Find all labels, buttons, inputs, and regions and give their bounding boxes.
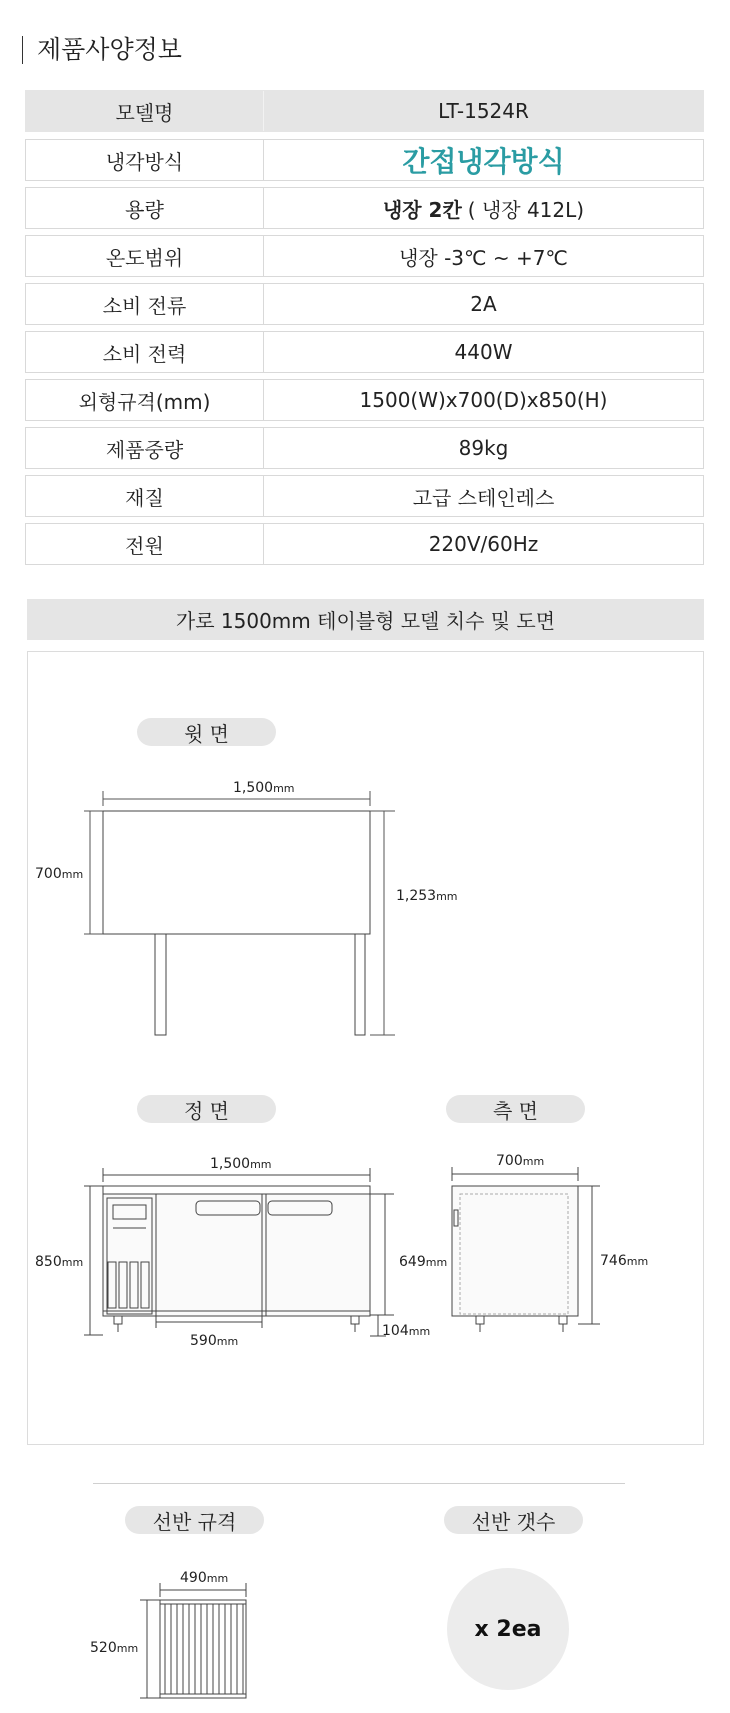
top-depth-dimension: 700mm <box>35 866 84 882</box>
spec-label: 소비 전력 <box>26 332 264 372</box>
top-height-dimension: 1,253mm <box>396 888 458 904</box>
spec-value: 440W <box>454 340 513 364</box>
spec-label: 제품중량 <box>26 428 264 468</box>
front-compartment-width-dimension: 590mm <box>190 1333 239 1349</box>
front-leg-height-dimension: 104mm <box>382 1323 431 1339</box>
top-view-label: 윗 면 <box>137 718 276 746</box>
capacity-detail: ( 냉장 412L) <box>467 197 585 222</box>
side-depth-dimension: 700mm <box>496 1153 545 1169</box>
spec-value: 2A <box>470 292 497 316</box>
spec-value: 89kg <box>458 436 509 460</box>
front-door-height-dimension: 649mm <box>399 1254 448 1270</box>
drawing-section-title: 가로 1500mm 테이블형 모델 치수 및 도면 <box>27 599 704 640</box>
spec-value: LT-1524R <box>438 99 529 123</box>
front-view-label: 정 면 <box>137 1095 276 1123</box>
spec-value-accent: 간접냉각방식 <box>402 145 565 178</box>
shelf-width-dimension: 490mm <box>180 1570 229 1586</box>
side-height-dimension: 746mm <box>600 1253 649 1269</box>
spec-value: 220V/60Hz <box>428 532 539 556</box>
spec-label: 모델명 <box>26 91 264 131</box>
shelf-count-label: 선반 갯수 <box>444 1506 583 1534</box>
spec-label: 재질 <box>26 476 264 516</box>
spec-label: 외형규격(mm) <box>26 380 264 420</box>
spec-label: 소비 전류 <box>26 284 264 324</box>
spec-label: 전원 <box>26 524 264 564</box>
spec-value: 냉장 -3℃ ~ +7℃ <box>399 245 568 270</box>
capacity-bold: 냉장 2칸 <box>382 197 462 222</box>
shelf-spec-label: 선반 규격 <box>125 1506 264 1534</box>
spec-value: 1500(W)x700(D)x850(H) <box>359 388 608 412</box>
spec-value: 고급 스테인레스 <box>412 485 555 510</box>
spec-label: 냉각방식 <box>26 140 264 180</box>
front-width-dimension: 1,500mm <box>210 1156 272 1172</box>
shelf-count-badge: x 2ea <box>447 1568 569 1690</box>
page-title: 제품사양정보 <box>22 36 182 64</box>
shelf-depth-dimension: 520mm <box>90 1640 139 1656</box>
spec-label: 온도범위 <box>26 236 264 276</box>
top-width-dimension: 1,500mm <box>233 780 295 796</box>
front-height-dimension: 850mm <box>35 1254 84 1270</box>
side-view-label: 측 면 <box>446 1095 585 1123</box>
spec-label: 용량 <box>26 188 264 228</box>
